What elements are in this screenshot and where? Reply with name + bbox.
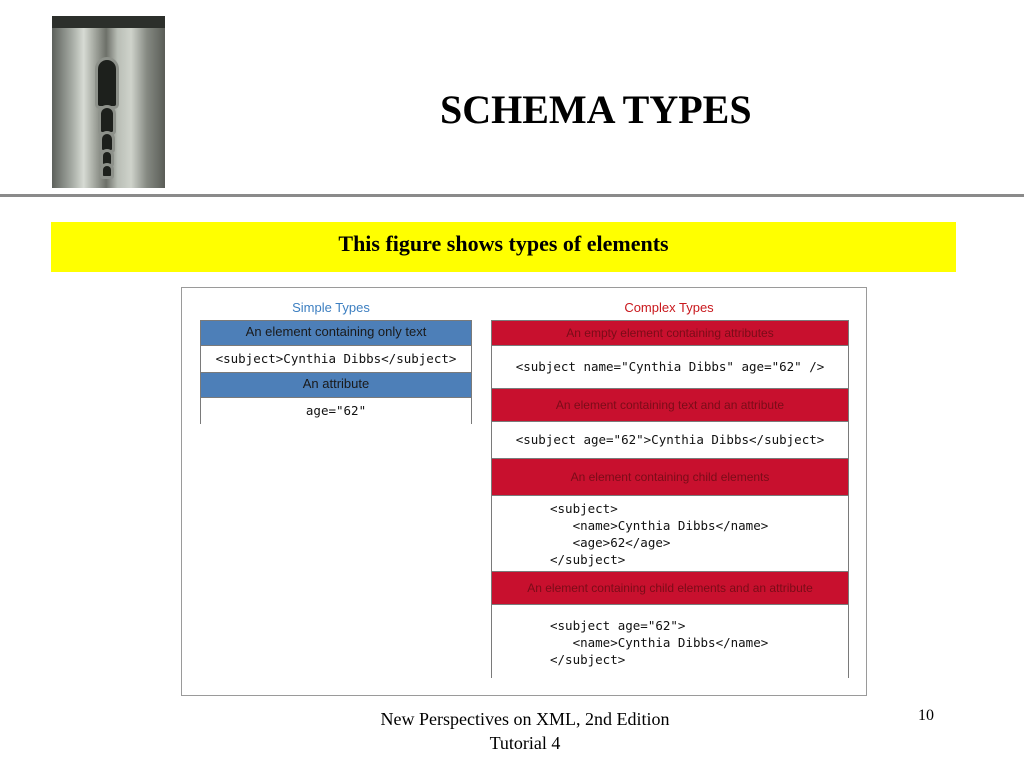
complex-item-1-label: An empty element containing attributes xyxy=(492,321,848,345)
complex-item-3-code: <subject> <name>Cynthia Dibbs</name> <age>62</age> </subject> xyxy=(492,495,848,571)
complex-types-box xyxy=(491,320,849,678)
footer-book-title: New Perspectives on XML, 2nd Edition xyxy=(380,709,670,729)
simple-item-1-label: An element containing only text xyxy=(201,321,471,345)
complex-item-4-code: <subject age="62"> <name>Cynthia Dibbs</name> </subject> xyxy=(492,604,848,678)
complex-item-2-code: <subject age="62">Cynthia Dibbs</subject> xyxy=(492,421,848,458)
caption-text: This figure shows types of elements xyxy=(338,231,669,256)
caption-banner xyxy=(51,222,956,272)
footer-tutorial: Tutorial 4 xyxy=(489,733,561,753)
complex-item-2-label: An element containing text and an attribute xyxy=(492,388,848,421)
complex-item-1-code: <subject name="Cynthia Dibbs" age="62" /> xyxy=(492,345,848,388)
simple-types-heading: Simple Types xyxy=(292,300,370,315)
slide-title: SCHEMA TYPES xyxy=(440,87,752,132)
complex-types-heading: Complex Types xyxy=(624,300,714,315)
footer xyxy=(320,707,730,755)
bridge-photo xyxy=(52,16,165,188)
simple-item-2-label: An attribute xyxy=(201,372,471,397)
page-number: 10 xyxy=(918,707,934,724)
simple-item-2-code: age="62" xyxy=(201,397,471,424)
complex-item-4-label: An element containing child elements and an attribute xyxy=(492,571,848,604)
schema-types-figure xyxy=(181,287,867,696)
simple-item-1-code: <subject>Cynthia Dibbs</subject> xyxy=(201,345,471,372)
complex-item-3-label: An element containing child elements xyxy=(492,458,848,495)
simple-types-box xyxy=(200,320,472,424)
title-divider xyxy=(0,194,1024,197)
